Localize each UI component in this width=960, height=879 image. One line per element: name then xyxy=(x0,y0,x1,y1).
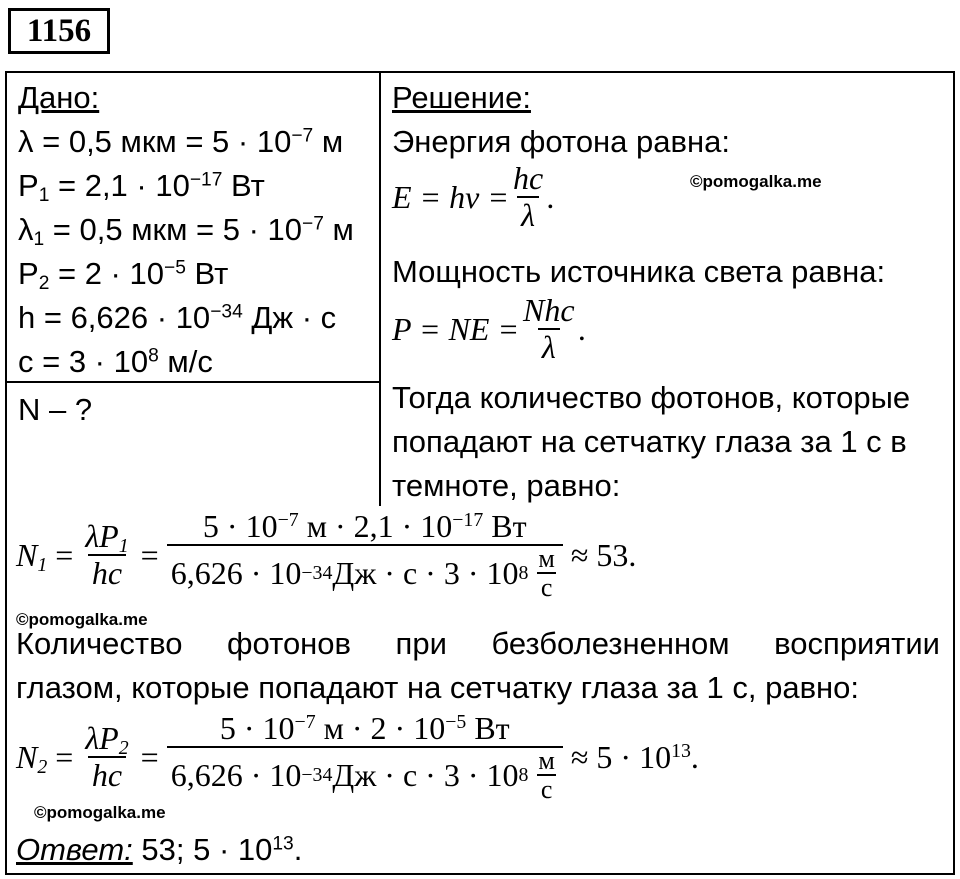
given-line-wavelength1: $\lambda_1 = 0,5$ мкм = $5 \cdot 10^{-7}$ м xyxy=(18,212,354,250)
formula-n1: $N_1$ = $\frac{\lambda P_1}{hc}$ = $5 \cdot 10^{-7}$ $м \cdot 2,1 \cdot 10^{-17}$ Вт 6,626 · 10 −34 Дж · с · 3 · 10 8 м с ≈ 53. xyxy=(16,508,637,602)
watermark-top: ©pomogalka.me xyxy=(690,172,822,191)
answer-label: Ответ: xyxy=(16,832,133,867)
solution-text-painless-line1: Количество фотонов при безболезненном восприятии xyxy=(16,626,940,661)
solution-text-painless-line2: глазом, которые попадают на сетчатку глаза за 1 с, равно: xyxy=(16,670,860,705)
answer: Ответ: 53; $5 \cdot 10^{13}$. xyxy=(16,832,303,867)
given-line-wavelength: λ = 0,5 мкм = $5 \cdot 10^{-7}$ м xyxy=(18,124,344,159)
watermark-bottom: ©pomogalka.me xyxy=(34,803,166,822)
solution-title: Решение: xyxy=(392,80,531,115)
watermark-middle: ©pomogalka.me xyxy=(16,610,148,629)
given-line-power1: $P_1 = 2,1 \cdot 10^{-17}$ Вт xyxy=(18,168,265,206)
find-quantity: N – ? xyxy=(18,392,93,427)
problem-number: 1156 xyxy=(8,8,110,54)
formula-source-power: P = NE = $\frac{\text{Nhc}}{\lambda}$ . xyxy=(392,292,587,365)
solution-text-photon-energy: Энергия фотона равна: xyxy=(392,124,730,159)
solution-text-source-power: Мощность источника света равна: xyxy=(392,254,886,289)
solution-text-darkness-line2: попадают на сетчатку глаза за 1 с в xyxy=(392,424,907,459)
formula-photon-energy: E = hν = $\frac{hc}{\lambda}$ . xyxy=(392,160,556,233)
given-line-planck: $h = 6,626 \cdot 10^{-34}$ Дж · с xyxy=(18,300,337,335)
solution-text-darkness-line3: темноте, равно: xyxy=(392,468,621,503)
formula-n2: $N_2$ = $\frac{\lambda P_2}{hc}$ = $5 \cdot 10^{-7}$ $м \cdot 2 \cdot 10^{-5}$ Вт 6,626 · 10 −34 Дж · с · 3 · 10 8 м с ≈ $5 \cdot 10^{13}$. xyxy=(16,710,699,804)
given-line-speed: $c = 3 \cdot 10^8$ м/с xyxy=(18,344,213,379)
given-line-power2: $P_2 = 2 \cdot 10^{-5}$ Вт xyxy=(18,256,229,294)
given-title: Дано: xyxy=(18,80,100,115)
solution-text-darkness-line1: Тогда количество фотонов, которые xyxy=(392,380,911,415)
